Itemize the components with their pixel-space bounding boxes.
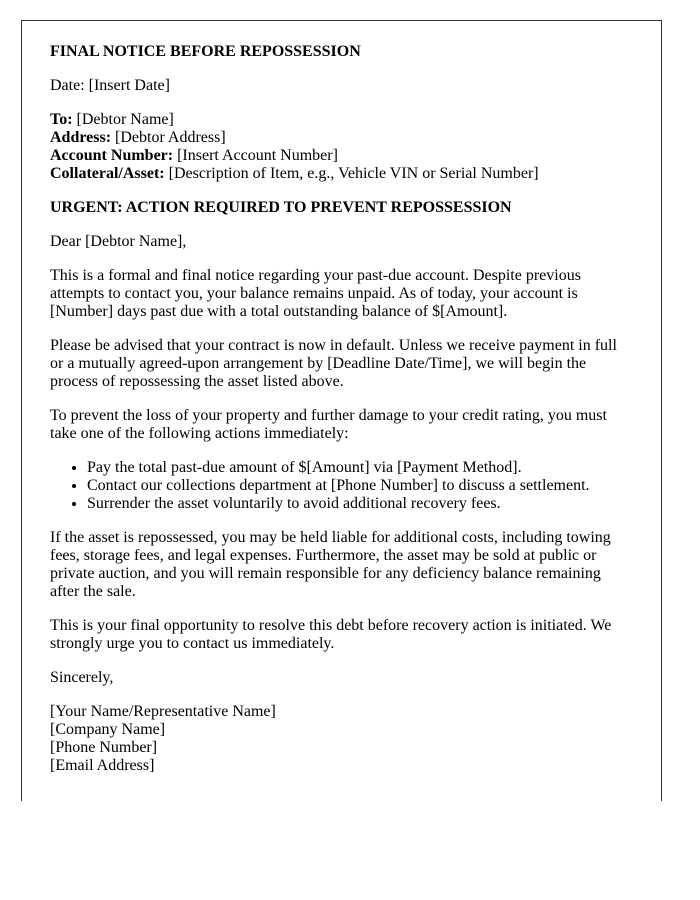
urgent-heading: URGENT: ACTION REQUIRED TO PREVENT REPOSSESSION [50, 199, 512, 216]
paragraph-liability: If the asset is repossessed, you may be held liable for additional costs, including towing fees, storage fees, and legal expenses. Furthermore, the asset may be sold at public or private auction, and you will remain responsible for any deficiency balance remaining after the sale. [50, 529, 611, 600]
closing: Sincerely, [50, 669, 114, 686]
signature-phone-number: [Phone Number] [50, 739, 158, 756]
salutation: Dear [Debtor Name], [50, 233, 187, 250]
signature-representative-name: [Your Name/Representative Name] [50, 703, 276, 720]
recipient-block [50, 111, 632, 183]
recipient-to-value: [Debtor Name] [76, 111, 174, 128]
paragraph-final-opportunity: This is your final opportunity to resolve this debt before recovery action is initiated. We strongly urge you to contact us immediately. [50, 617, 612, 652]
action-item-pay: • Pay the total past-due amount of $[Amount] via [Payment Method]. [87, 459, 632, 477]
recipient-collateral-label: Collateral/Asset: [50, 165, 165, 182]
recipient-account-label: Account Number: [50, 147, 174, 164]
recipient-address-value: [Debtor Address] [115, 129, 226, 146]
action-item-contact: • Contact our collections department at [Phone Number] to discuss a settlement. [87, 477, 632, 495]
date-line: Date: [Insert Date] [50, 77, 170, 94]
recipient-collateral-value: [Description of Item, e.g., Vehicle VIN or Serial Number] [168, 165, 539, 182]
paragraph-default-warning: Please be advised that your contract is now in default. Unless we receive payment in full or a mutually agreed-upon arrangement by [Deadline Date/Time], we will begin the process of repossessing the asset listed above. [50, 337, 617, 390]
signature-email-address: [Email Address] [50, 757, 155, 774]
paragraph-actions-intro: To prevent the loss of your property and further damage to your credit rating, you must take one of the following actions immediately: [50, 407, 607, 442]
signature-block [50, 703, 632, 775]
recipient-to-line [50, 111, 632, 129]
letter-title: FINAL NOTICE BEFORE REPOSSESSION [50, 43, 361, 60]
action-items-list [50, 459, 632, 513]
recipient-address-line [50, 129, 632, 147]
recipient-to-label: To: [50, 111, 73, 128]
recipient-account-value: [Insert Account Number] [177, 147, 338, 164]
recipient-address-label: Address: [50, 129, 112, 146]
paragraph-overdue-notice: This is a formal and final notice regarding your past-due account. Despite previous attempts to contact you, your balance remains unpaid. As of today, your account is [Number] days past due with a total outstanding balance of $[Amount]. [50, 267, 581, 320]
recipient-collateral-line [50, 165, 632, 183]
action-item-surrender: • Surrender the asset voluntarily to avoid additional recovery fees. [87, 495, 632, 513]
signature-company-name: [Company Name] [50, 721, 166, 738]
recipient-account-line [50, 147, 632, 165]
letter-container [21, 20, 662, 801]
